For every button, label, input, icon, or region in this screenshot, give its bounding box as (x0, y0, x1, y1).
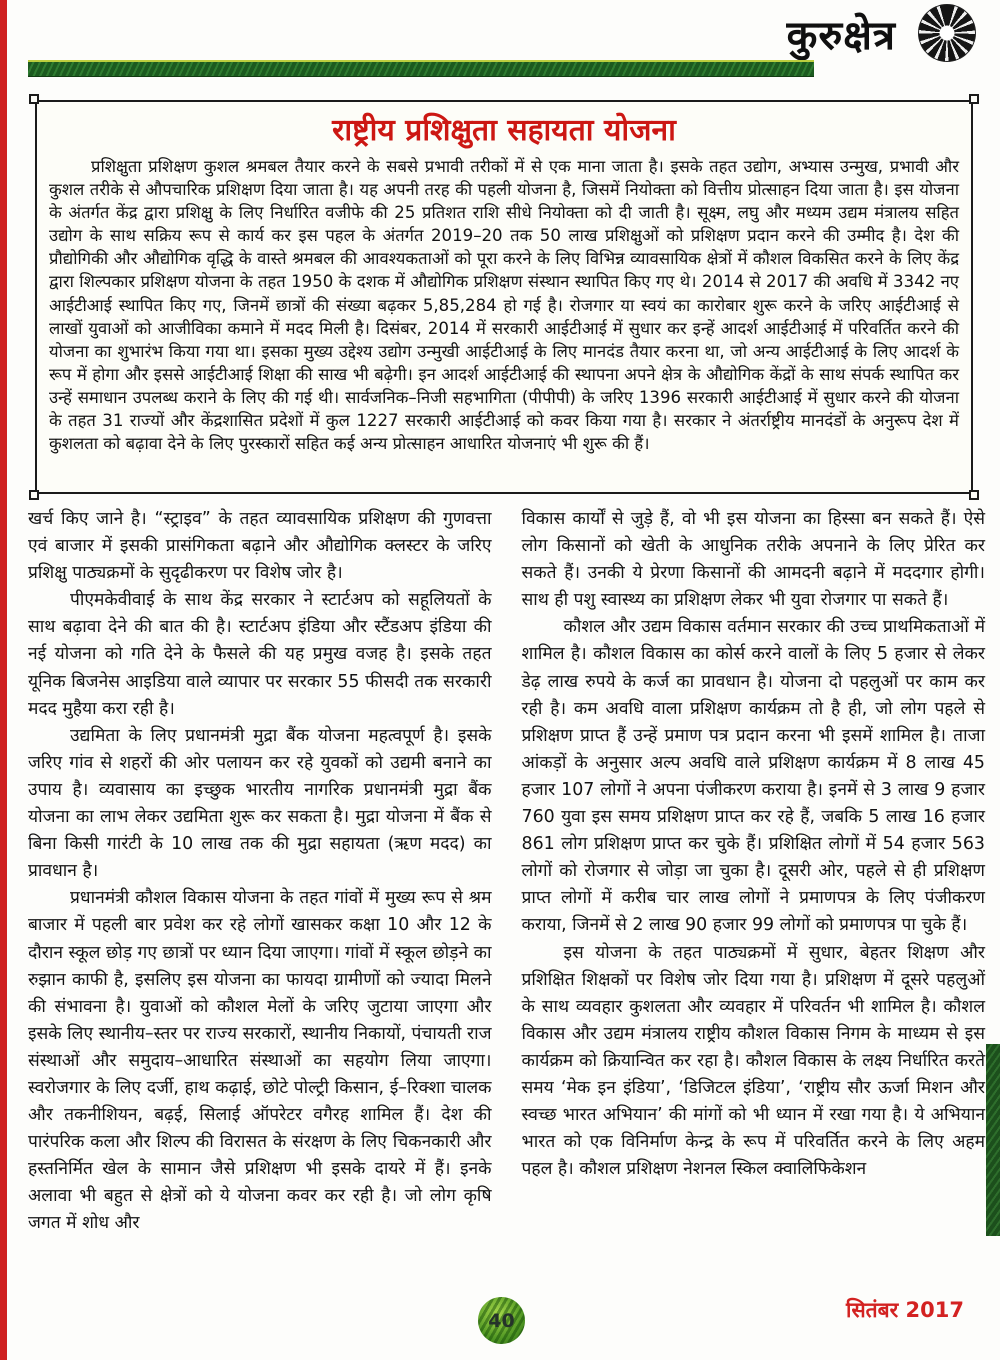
page-number: 40 (488, 1309, 515, 1332)
header-rule (28, 60, 814, 77)
box-corner-ornament (29, 94, 39, 104)
article-title: राष्ट्रीय प्रशिक्षुता सहायता योजना (332, 113, 676, 148)
paragraph: खर्च किए जाने है। “स्ट्राइव” के तहत व्यावसायिक प्रशिक्षण की गुणवत्ता एवं बाजार में इसकी प्रासंगिकता बढ़ाने और औद्योगिक क्लस्टर के जरिए प्रशिक्षु पाठ्यक्रमों के सुदृढीकरण पर विशेष जोर है। (28, 509, 492, 584)
box-corner-ornament (969, 490, 979, 500)
magazine-emblem-icon (918, 4, 976, 62)
right-column (522, 506, 986, 1238)
paragraph: इस योजना के तहत पाठ्यक्रमों में सुधार, बेहतर शिक्षण और प्रशिक्षित शिक्षकों पर विशेष जोर दिया गया है। प्रशिक्षण में दूसरे पहलुओं के साथ व्यवहार कुशलता और व्यवहार में परिवर्तन भी शामिल है। कौशल विकास और उद्यम मंत्रालय राष्ट्रीय कौशल विकास निगम के माध्यम से इस कार्यक्रम को क्रियान्वित कर रहा है। कौशल विकास के लक्ष्य निर्धारित करते समय ‘मेक इन इंडिया’, ‘डिजिटल इंडिया’, ‘राष्ट्रीय सौर ऊर्जा मिशन और स्वच्छ भारत अभियान’ की मांगों को भी ध्यान में रखा गया है। ये अभियान भारत को एक विनिर्माण केन्द्र के रूप में परिवर्तित करने के लिए अहम पहल है। कौशल प्रशिक्षण नेशनल स्किल क्वालिफिकेशन (521, 942, 985, 1180)
left-column (28, 506, 492, 1238)
article-body (28, 506, 985, 1238)
paragraph: उद्यमिता के लिए प्रधानमंत्री मुद्रा बैंक योजना महत्वपूर्ण है। इसके जरिए गांव से शहरों की ओर पलायन कर रहे युवकों को उद्यमी बनाने का उपाय है। व्यवासाय का इच्छुक भारतीय नागरिक प्रधानमंत्री मुद्रा बैंक योजना का लाभ लेकर उद्यमिता शुरू कर सकता है। मुद्रा योजना में बैंक से बिना किसी गारंटी के 10 लाख तक की मुद्रा सहायता (ऋण मदद) का प्रावधान है। (28, 725, 492, 882)
paragraph: कौशल और उद्यम विकास वर्तमान सरकार की उच्च प्राथमिकताओं में शामिल है। कौशल विकास का कोर्स करने वालों के लिए 5 हजार से लेकर डेढ़ लाख रुपये के कर्ज का प्रावधान है। योजना दो पहलुओं पर काम कर रही है। कम अवधि वाला प्रशिक्षण कार्यक्रम तो है ही, जो लोग पहले से प्रशिक्षण प्राप्त हैं उन्हें प्रमाण पत्र प्रदान करना भी इसमें शामिल है। ताजा आंकड़ों के अनुसार अल्प अवधि वाले प्रशिक्षण कार्यक्रम में 8 लाख 45 हजार 107 लोगों ने अपना पंजीकरण कराया है। इनमें से 3 लाख 9 हजार 760 युवा इस समय प्रशिक्षण प्राप्त कर रहे हैं, जबकि 5 लाख 16 हजार 861 लोग प्रशिक्षण प्राप्त कर चुके हैं। प्रशिक्षित लोगों में 54 हजार 563 लोगों को रोजगार से जोड़ा जा चुका है। दूसरी ओर, पहले से ही प्रशिक्षण प्राप्त लोगों में करीब चार लाख लोगों ने प्रमाणपत्र के लिए पंजीकरण कराया, जिनमें से 2 लाख 90 हजार 99 लोगों को प्रमाणपत्र पा चुके हैं। (521, 617, 985, 936)
article-summary-box (35, 100, 973, 494)
right-edge-strip (986, 1044, 1000, 1236)
issue-date: सितंबर 2017 (846, 1298, 964, 1322)
paragraph: विकास कार्यों से जुड़े हैं, वो भी इस योजना का हिस्सा बन सकते हैं। ऐसे लोग किसानों को खेती के आधुनिक तरीके अपनाने के लिए प्रेरित कर सकते हैं। उनकी ये प्रेरणा किसानों की आमदनी बढ़ाने में मददगार होगी। साथ ही पशु स्वास्थ्य का प्रशिक्षण लेकर भी युवा रोजगार पा सकते हैं। (521, 509, 985, 611)
left-edge-strip (0, 0, 7, 1360)
magazine-title: कुरुक्षेत्र (786, 13, 896, 59)
page-number-badge (478, 1297, 525, 1344)
article-summary-text: प्रशिक्षुता प्रशिक्षण कुशल श्रमबल तैयार करने के सबसे प्रभावी तरीकों में से एक माना जाता है। इसके तहत उद्योग, अभ्यास उन्मुख, प्रभावी और कुशल तरीके से औपचारिक प्रशिक्षण दिया जाता है। यह अपनी तरह की पहली योजना है, जिसमें नियोक्ता को वित्तीय प्रोत्साहन दिया जाता है। इस योजना के अंतर्गत केंद्र द्वारा प्रशिक्षु के लिए निर्धारित वजीफे की 25 प्रतिशत राशि सीधे नियोक्ता को दी जाती है। सूक्ष्म, लघु और मध्यम उद्यम मंत्रालय सहित उद्योग के साथ सक्रिय रूप से कार्य कर इस पहल के अंतर्गत 2019–20 तक 50 लाख प्रशिक्षुओं को प्रशिक्षण प्रदान करने की उम्मीद है। देश की प्रौद्योगिकी और औद्योगिक वृद्धि के वास्ते श्रमबल की आवश्यकताओं को पूरा करने के लिए विभिन्न व्यावसायिक क्षेत्रों में कौशल विकसित करने के लिए केंद्र द्वारा शिल्पकार प्रशिक्षण योजना के तहत 1950 के दशक में औद्योगिक प्रशिक्षण संस्थान स्थापित किए गए थे। 2014 से 2017 की अवधि में 3342 नए आईटीआई स्थापित किए गए, जिनमें छात्रों की संख्या बढ़कर 5,85,284 हो गई है। रोजगार या स्वयं का कारोबार शुरू करने के जरिए आईटीआई से लाखों युवाओं को आजीविका कमाने में मदद मिली है। दिसंबर, 2014 में सरकारी आईटीआई में सुधार कर इन्हें आदर्श आईटीआई में परिवर्तित करने की योजना का शुभारंभ किया गया था। इसका मुख्य उद्देश्य उद्योग उन्मुखी आईटीआई के लिए मानदंड तैयार करना था, जो अन्य आईटीआई के लिए आदर्श के रूप में होगा और इससे आईटीआई शिक्षा की साख भी बढ़ेगी। इन आदर्श आईटीआई की स्थापना अपने क्षेत्र के औद्योगिक केंद्रों के साथ संपर्क स्थापित कर उन्हें समाधान उपलब्ध कराने के लिए की गई थी। सार्वजनिक–निजी सहभागिता (पीपीपी) के जरिए 1396 सरकारी आईटीआई में सुधार करने की योजना के तहत 31 राज्यों और केंद्रशासित प्रदेशों में कुल 1227 सरकारी आईटीआई को कवर किया गया है। सरकार ने अंतर्राष्ट्रीय मानदंडों के अनुरूप देश में कुशलता को बढ़ावा देने के लिए पुरस्कारों सहित कई अन्य प्रोत्साहन आधारित योजनाएं भी शुरू की हैं। (49, 157, 959, 454)
box-corner-ornament (29, 490, 39, 500)
box-corner-ornament (969, 94, 979, 104)
paragraph: पीएमकेवीवाई के साथ केंद्र सरकार ने स्टार्टअप को सहूलियतों के साथ बढ़ावा देने की बात की है। स्टार्टअप इंडिया और स्टैंडअप इंडिया की नई योजना को गति देने के फैसले की यह प्रमुख वजह है। इसके तहत यूनिक बिजनेस आइडिया वाले व्यापार पर सरकार 55 फीसदी तक सरकारी मदद मुहैया करा रही है। (28, 590, 492, 719)
paragraph: प्रधानमंत्री कौशल विकास योजना के तहत गांवों में मुख्य रूप से श्रम बाजार में पहली बार प्रवेश कर रहे लोगों खासकर कक्षा 10 और 12 के दौरान स्कूल छोड़ गए छात्रों पर ध्यान दिया जाएगा। गांवों में स्कूल छोड़ने का रुझान काफी है, इसलिए इस योजना का फायदा ग्रामीणों को ज्यादा मिलने की संभावना है। युवाओं को कौशल मेलों के जरिए जुटाया जाएगा और इसके लिए स्थानीय–स्तर पर राज्य सरकारों, स्थानीय निकायों, पंचायती राज संस्थाओं और समुदाय–आधारित संस्थाओं का सहयोग लिया जाएगा। स्वरोजगार के लिए दर्जी, हाथ कढ़ाई, छोटे पोल्ट्री किसान, ई–रिक्शा चालक और तकनीशियन, बढ़ई, सिलाई ऑपरेटर वगैरह शामिल हैं। देश की पारंपरिक कला और शिल्प की विरासत के संरक्षण के लिए चिकनकारी और हस्तनिर्मित खेल के सामान जैसे प्रशिक्षण भी इसके दायरे में हैं। इनके अलावा भी बहुत से क्षेत्रों को ये योजना कवर कर रही है। जो लोग कृषि जगत में शोध और (28, 888, 492, 1234)
